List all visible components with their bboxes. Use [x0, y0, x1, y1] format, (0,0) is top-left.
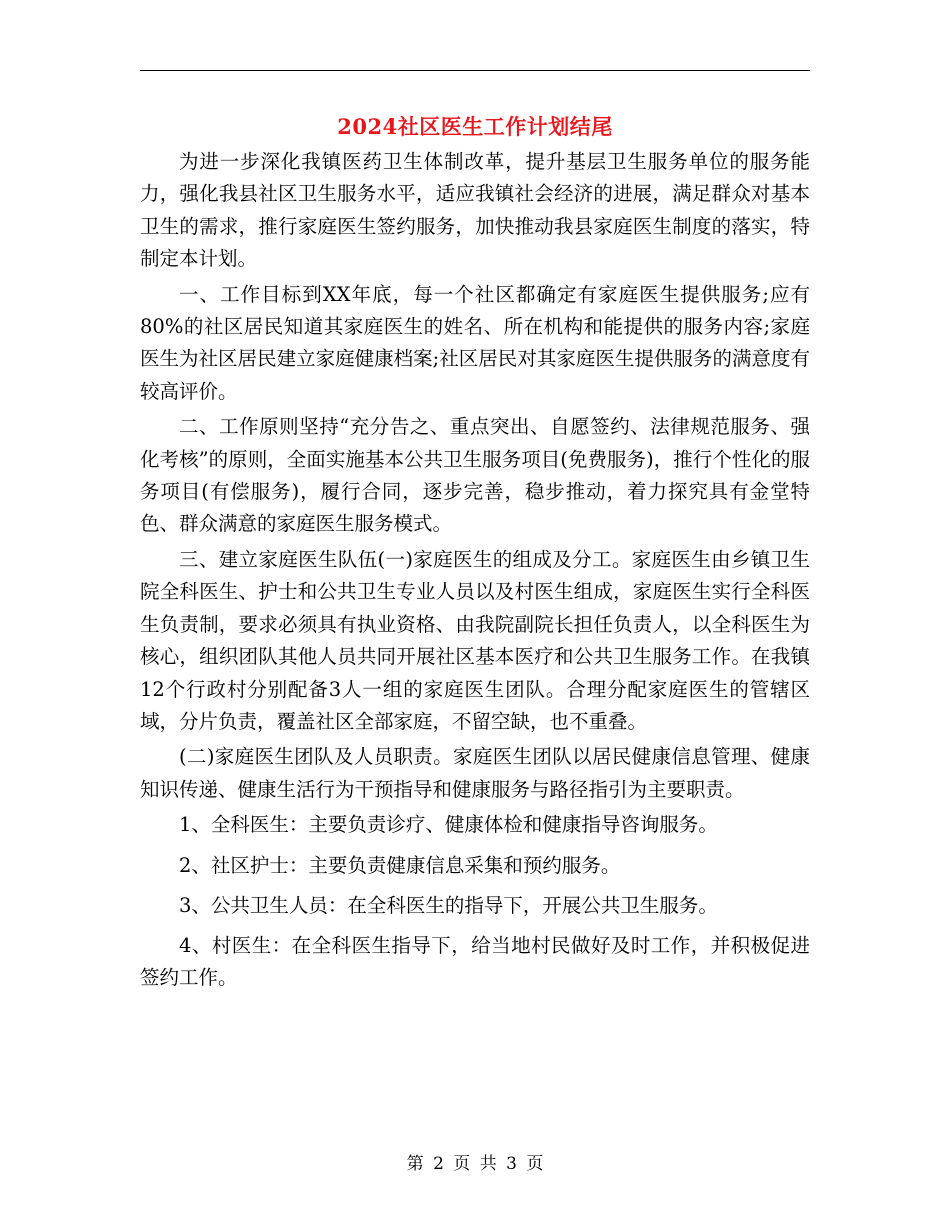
document-title: 2024社区医生工作计划结尾 [337, 114, 613, 139]
document-body [140, 146, 810, 1001]
list-item-village-doctor: 4、村医生：在全科医生指导下，给当地村民做好及时工作，并积极促进签约工作。 [140, 934, 810, 989]
page-number-footer: 第 2 页 共 3 页 [406, 1154, 544, 1174]
paragraph-team-duties: (二)家庭医生团队及人员职责。家庭医生团队以居民健康信息管理、健康知识传递、健康生活行为干预指导和健康服务与路径指引为主要职责。 [140, 745, 810, 801]
paragraph-principles: 二、工作原则坚持“充分告之、重点突出、自愿签约、法律规范服务、强化考核”的原则，全面实施基本公共卫生服务项目(免费服务)，推行个性化的服务项目(有偿服务)，履行合同，逐步完善，稳步推动，着力探究具有金堂特色、群众满意的家庭医生服务模式。 [140, 415, 810, 536]
paragraph-goals: 一、工作目标到XX年底，每一个社区都确定有家庭医生提供服务;应有80%的社区居民知道其家庭医生的姓名、所在机构和能提供的服务内容;家庭医生为社区居民建立家庭健康档案;社区居民对其家庭医生提供服务的满意度有较高评价。 [140, 282, 810, 403]
paragraph-team-building: 三、建立家庭医生队伍(一)家庭医生的组成及分工。家庭医生由乡镇卫生院全科医生、护士和公共卫生专业人员以及村医生组成，家庭医生实行全科医生负责制，要求必须具有执业资格、由我院副院长担任负责人，以全科医生为核心，组织团队其他人员共同开展社区基本医疗和公共卫生服务工作。在我镇12个行政村分别配备3人一组的家庭医生团队。合理分配家庭医生的管辖区域，分片负责，覆盖社区全部家庭，不留空缺，也不重叠。 [140, 547, 810, 733]
paragraph-intro: 为进一步深化我镇医药卫生体制改革，提升基层卫生服务单位的服务能力，强化我县社区卫生服务水平，适应我镇社会经济的进展，满足群众对基本卫生的需求，推行家庭医生签约服务，加快推动我县家庭医生制度的落实，特制定本计划。 [140, 150, 810, 271]
list-item-public-health-staff: 3、公共卫生人员：在全科医生的指导下，开展公共卫生服务。 [179, 893, 718, 917]
header-rule [140, 70, 810, 71]
list-item-general-practitioner: 1、全科医生：主要负责诊疗、健康体检和健康指导咨询服务。 [179, 813, 718, 837]
list-item-community-nurse: 2、社区护士：主要负责健康信息采集和预约服务。 [179, 853, 621, 877]
